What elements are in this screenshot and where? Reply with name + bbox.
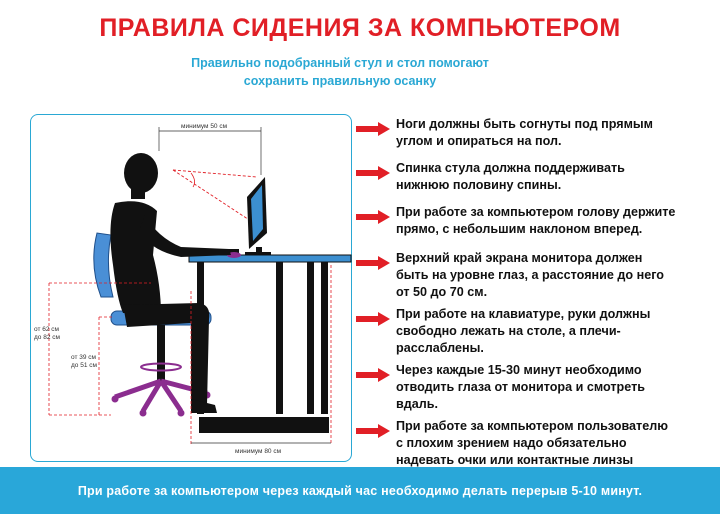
red-arrow-icon bbox=[356, 122, 390, 136]
rule-line: с плохим зрением надо обязательно bbox=[396, 436, 627, 450]
rule-text bbox=[396, 116, 716, 150]
dim-label-left: до 82 см bbox=[34, 334, 60, 341]
rule-text bbox=[396, 418, 716, 469]
subtitle-line: Правильно подобранный стул и стол помогают bbox=[191, 56, 489, 70]
desk-leg bbox=[321, 262, 328, 414]
chair-wheel bbox=[112, 396, 119, 403]
desk-leg bbox=[307, 262, 314, 414]
rule-text bbox=[396, 306, 716, 357]
dim-label-top: минимум 50 см bbox=[181, 123, 228, 130]
chair-back bbox=[94, 233, 113, 297]
red-arrow-icon bbox=[356, 166, 390, 180]
dim-label-bottom: минимум 80 см bbox=[235, 448, 282, 455]
sight-angle-arc bbox=[191, 173, 195, 187]
rule-line: свободно лежать на столе, а плечи- bbox=[396, 324, 621, 338]
rule-line: от 50 до 70 см. bbox=[396, 285, 488, 299]
monitor-base bbox=[245, 252, 271, 255]
rule-line: прямо, с небольшим наклоном вперед. bbox=[396, 222, 643, 236]
chair-column bbox=[157, 325, 165, 381]
dim-label-left: от 62 см bbox=[34, 326, 60, 333]
red-arrow-icon bbox=[356, 424, 390, 438]
rule-line: Через каждые 15-30 минут необходимо bbox=[396, 363, 642, 377]
rule-text bbox=[396, 362, 716, 413]
red-arrow-icon bbox=[356, 312, 390, 326]
red-arrow-icon bbox=[356, 210, 390, 224]
red-arrow-icon bbox=[356, 256, 390, 270]
chair-wheel bbox=[140, 410, 147, 417]
rule-line: Спинка стула должна поддерживать bbox=[396, 161, 625, 175]
rule-line: вдаль. bbox=[396, 397, 438, 411]
rule-line: Верхний край экрана монитора должен bbox=[396, 251, 643, 265]
dim-label-inner: до 51 см bbox=[71, 362, 97, 369]
dim-label-inner: от 39 см bbox=[71, 354, 97, 361]
footer-text: При работе за компьютером через каждый час необходимо делать перерыв 5-10 минут. bbox=[77, 483, 643, 498]
rule-line: При работе на клавиатуре, руки должны bbox=[396, 307, 651, 321]
desk-top bbox=[189, 255, 351, 262]
rule-line: При работе за компьютером голову держите bbox=[396, 205, 676, 219]
rule-line: быть на уровне глаз, а расстояние до него bbox=[396, 268, 664, 282]
rule-line: Ноги должны быть согнуты под прямым bbox=[396, 117, 654, 131]
sight-line bbox=[173, 170, 257, 225]
subtitle bbox=[150, 54, 530, 90]
posture-diagram bbox=[31, 115, 353, 463]
footrest bbox=[199, 417, 329, 433]
rule-line: расслаблены. bbox=[396, 341, 484, 355]
rule-text bbox=[396, 204, 716, 238]
subtitle-line: сохранить правильную осанку bbox=[243, 74, 437, 88]
rule-line: отводить глаза от монитора и смотреть bbox=[396, 380, 645, 394]
rule-line: надевать очки или контактные линзы bbox=[396, 453, 634, 467]
red-arrow-icon bbox=[356, 368, 390, 382]
desk-leg bbox=[276, 262, 283, 414]
rule-line: нижнюю половину спины. bbox=[396, 178, 562, 192]
sight-line bbox=[173, 170, 257, 177]
person-silhouette bbox=[110, 153, 231, 413]
posture-illustration bbox=[30, 114, 352, 462]
rule-text bbox=[396, 250, 716, 301]
footer-banner bbox=[0, 467, 720, 514]
rule-line: углом и опираться на пол. bbox=[396, 134, 562, 148]
chair-wheel bbox=[178, 410, 185, 417]
rule-text bbox=[396, 160, 716, 194]
rule-line: При работе за компьютером пользователю bbox=[396, 419, 668, 433]
page-title: ПРАВИЛА СИДЕНИЯ ЗА КОМПЬЮТЕРОМ bbox=[99, 14, 621, 42]
